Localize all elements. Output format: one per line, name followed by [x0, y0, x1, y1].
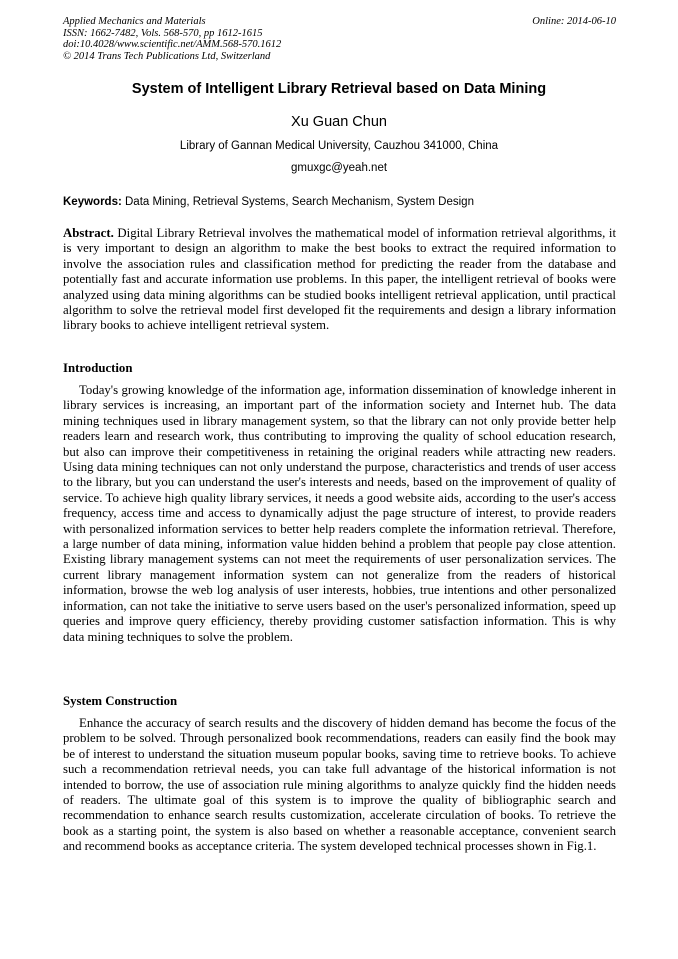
- abstract: [63, 226, 616, 334]
- online-date: Online: 2014-06-10: [532, 16, 616, 27]
- introduction-paragraph: Today's growing knowledge of the information age, information dissemination of knowledge inherent in library services is increasing, an important part of the information society and Internet hub. The data mining techniques used in library management system, so that the library can not only provide better help readers learn and research work, thus contributing to improving the quality of school education research, but also can improve their competitiveness in retaining the original readers while attracting new readers. Using data mining techniques can not only understand the purpose, characteristics and trends of user access to the library, but you can understand the user's interests and needs, based on the improvement of quality of service. To achieve high quality library services, it needs a good website aids, according to the user's access frequency, access time and access to dynamically adjust the page structure of interest, to provide readers with personalized information services to better help readers complete the information retrieval. Therefore, a large number of data mining, information value hidden behind a problem that people pay close attention. Existing library management systems can not meet the requirements of user personalization services. The current library management information system can not generalize from the readers of historical information, browse the web log analysis of user interests, hobbies, true intentions and other personalized information, can not take the initiative to serve users based on the user's personalized information, speed up queries and improve query efficiency, thereby providing customer satisfaction information. This is why data mining techniques to solve the problem.: [63, 383, 616, 644]
- author-affiliation: Library of Gannan Medical University, Cauzhou 341000, China: [179, 140, 499, 152]
- section-heading-introduction: Introduction: [63, 361, 133, 375]
- copyright-line: © 2014 Trans Tech Publications Ltd, Switzerland: [63, 50, 271, 62]
- author-name: Xu Guan Chun: [291, 114, 387, 130]
- paper-title: System of Intelligent Library Retrieval based on Data Mining: [131, 81, 547, 97]
- author-email: gmuxgc@yeah.net: [290, 162, 388, 174]
- keywords: [63, 196, 616, 208]
- journal-name: Applied Mechanics and Materials: [63, 16, 206, 27]
- issn-line: ISSN: 1662-7482, Vols. 568-570, pp 1612-1615: [63, 27, 263, 39]
- system-construction-paragraph: Enhance the accuracy of search results and the discovery of hidden demand has become the focus of the problem to be solved. Through personalized book recommendations, readers can easily find the book may be of interest to understand the situation museum popular books, saving time to retrieve books. To achieve such a recommendation retrieval needs, you can take full advantage of the historical information is not intended to borrow, the use of association rule mining algorithms to analyze quickly find the hidden needs of readers. The ultimate goal of this system is to improve the quality of bibliographic search and recommendation to enhance search results customization, accelerate circulation of books. To retrieve the book as a starting point, the system is also based on whether a reasonable acceptance, convenient search and recommend books as acceptance criteria. The system developed technical processes shown in Fig.1.: [63, 716, 616, 854]
- abstract-label: Abstract.: [63, 226, 114, 240]
- doi-line: doi:10.4028/www.scientific.net/AMM.568-570.1612: [63, 39, 282, 50]
- abstract-text: Digital Library Retrieval involves the mathematical model of information retrieval algorithms, it is very important to design an algorithm to make the best books to extract the required information to involve the association rules and classification method for predicting the reader from the database and potentially fast and accurate information use problems. In this paper, the intelligent retrieval of books were analyzed using data mining algorithms can be studied books intelligent retrieval application, until practical algorithm to solve the retrieval model first developed fit the requirements and design a library information library books to achieve intelligent retrieval system.: [63, 226, 616, 333]
- keywords-label: Keywords:: [63, 196, 122, 208]
- keywords-text: Data Mining, Retrieval Systems, Search Mechanism, System Design: [125, 196, 474, 208]
- journal-header: [63, 16, 616, 62]
- section-heading-system-construction: System Construction: [63, 694, 178, 708]
